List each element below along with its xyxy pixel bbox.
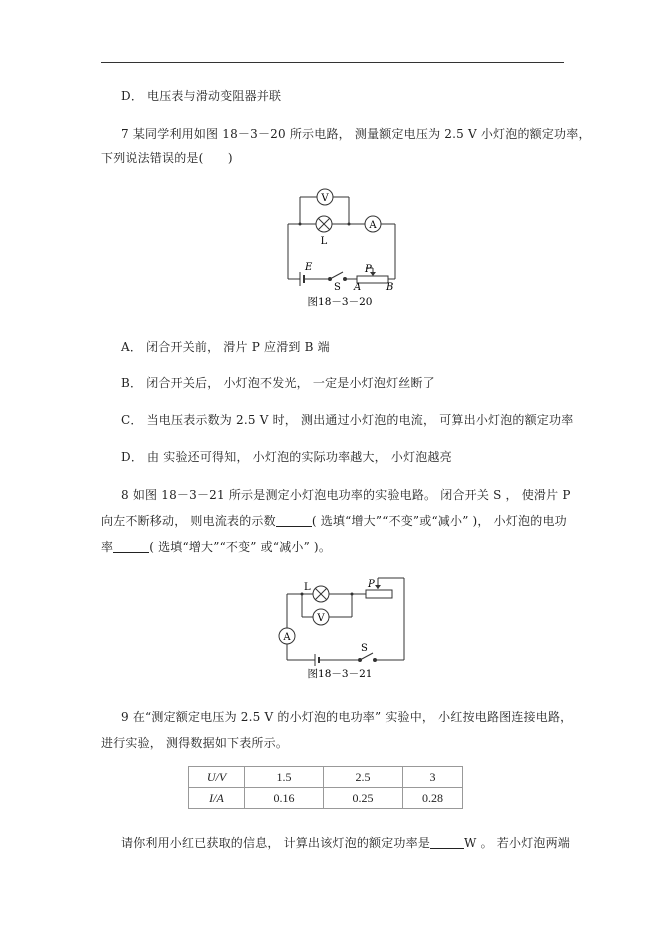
q8-rheostat (366, 590, 392, 598)
table-header-voltage: U/V (189, 767, 245, 788)
q8-label-v: V (317, 613, 325, 624)
q7-label-l: L (320, 236, 328, 247)
q8-line-3 (101, 538, 331, 555)
table-row (189, 767, 463, 788)
q9-line-1: 9 在“测定额定电压为 2.5 V 的小灯泡的电功率” 实验中， 小红按电路图连接电路， (121, 710, 573, 724)
table-cell: 0.16 (245, 788, 324, 809)
q8-label-s: S (361, 643, 368, 654)
q7-label-end-b: B (386, 282, 394, 293)
q7-rheostat (357, 276, 388, 283)
q8-figure-caption: 图18－3－21 (307, 668, 373, 680)
q9-data-table (188, 766, 463, 809)
q7-label-p: P (365, 264, 372, 275)
q8-line-2 (101, 512, 567, 529)
table-header-current: I/A (189, 788, 245, 809)
table-cell: 2.5 (324, 767, 403, 788)
q8-line-2-text-b: ( 选填“增大”“不变”或“减小” )， 小灯泡的电功 (311, 514, 567, 528)
table-cell: 0.28 (403, 788, 463, 809)
q8-label-a: A (283, 632, 291, 643)
q8-label-l: L (304, 582, 311, 593)
q9-answer-blank[interactable] (430, 836, 464, 849)
q8-answer-blank-1[interactable] (276, 514, 312, 527)
q7-label-end-a: A (354, 282, 362, 293)
q9-line-2: 进行实验， 测得数据如下表所示。 (101, 736, 289, 750)
q7-option-a: A． 闭合开关前， 滑片 P 应滑到 B 端 (121, 340, 330, 354)
table-cell: 1.5 (245, 767, 324, 788)
q8-line-3-text-a: 率 (101, 540, 114, 554)
q7-figure-caption: 图18－3－20 (307, 296, 373, 308)
q7-switch-lever (330, 272, 343, 279)
q8-circuit-figure (272, 572, 412, 682)
q8-line-3-text-b: ( 选填“增大”“不变” 或“减小” )。 (149, 540, 332, 554)
q9-last-text-b: W 。 若小灯泡两端 (464, 836, 570, 850)
q8-switch-lever (360, 653, 373, 660)
option-d-previous: D． 电压表与滑动变阻器并联 (121, 89, 282, 103)
q7-line-2: 下列说法错误的是( ) (101, 151, 233, 165)
table-cell: 3 (403, 767, 463, 788)
q7-option-c: C． 当电压表示数为 2.5 V 时， 测出通过小灯泡的电流， 可算出小灯泡的额定功率 (121, 413, 574, 427)
header-rule (101, 62, 564, 63)
q8-answer-blank-2[interactable] (113, 540, 149, 553)
q7-line-1: 7 某同学利用如图 18－3－20 所示电路， 测量额定电压为 2.5 V 小灯泡的额定功率， (121, 127, 591, 141)
q7-option-d: D． 由 实验还可得知， 小灯泡的实际功率越大， 小灯泡越亮 (121, 450, 452, 464)
q7-option-b: B． 闭合开关后， 小灯泡不发光， 一定是小灯泡灯丝断了 (121, 376, 435, 390)
q7-label-e: E (305, 262, 313, 273)
q8-label-p: P (368, 579, 375, 590)
q9-last-line (121, 834, 570, 851)
q7-circuit-figure (270, 180, 410, 312)
q7-label-v: V (321, 193, 329, 204)
q7-label-a: A (369, 220, 377, 231)
q7-label-s: S (334, 282, 341, 293)
table-row (189, 788, 463, 809)
table-cell: 0.25 (324, 788, 403, 809)
q8-line-2-text-a: 向左不断移动， 则电流表的示数 (101, 514, 276, 528)
q8-line-1: 8 如图 18－3－21 所示是测定小灯泡电功率的实验电路。 闭合开关 S ， 使滑片 P (121, 488, 571, 502)
q9-last-text-a: 请你利用小红已获取的信息， 计算出该灯泡的额定功率是 (121, 836, 431, 850)
